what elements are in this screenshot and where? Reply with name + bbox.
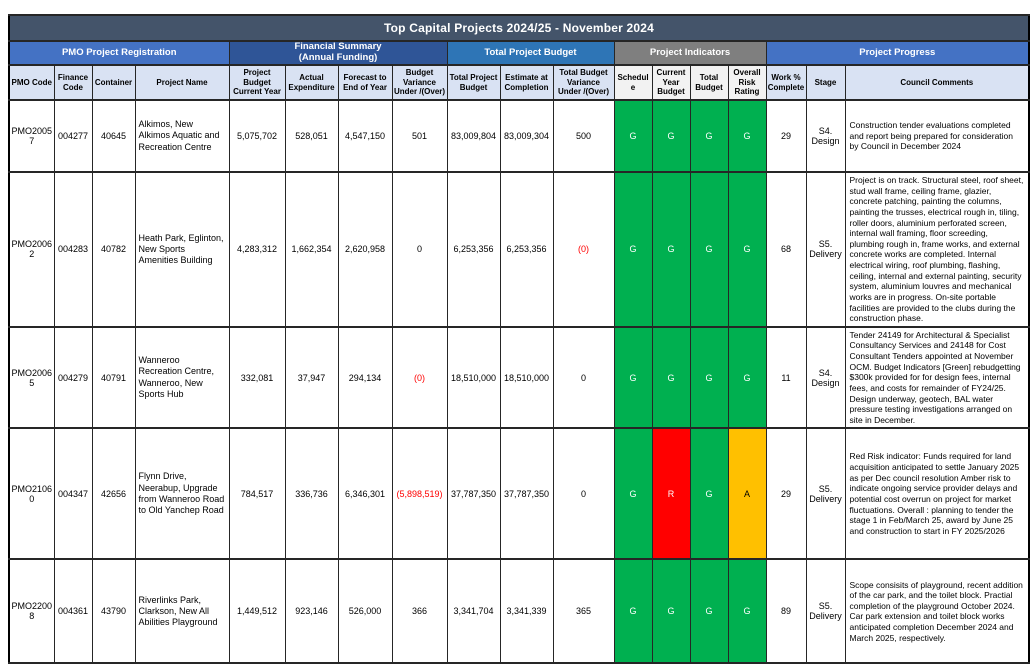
project-name-cell: Wanneroo Recreation Centre, Wanneroo, New Sports Hub xyxy=(135,327,229,429)
indicator-cell: G xyxy=(614,428,652,559)
capital-projects-report xyxy=(8,14,1030,664)
col-header-work-pct-complete: Work % Complete xyxy=(766,65,806,100)
report-title: Top Capital Projects 2024/25 - November 2024 xyxy=(9,15,1029,41)
budget-variance-cell: 501 xyxy=(392,100,447,172)
group-label: Project Indicators xyxy=(649,46,731,58)
indicator-cell: G xyxy=(652,100,690,172)
indicator-cell: G xyxy=(614,559,652,663)
column-header-row xyxy=(9,65,1029,100)
council-comments-cell: Scope consisits of playground, recent addition of the car park, and the toilet block. Practial completion of the playground October 2024. Car park extension and toilet block works anticipated completion December 2024 and March 2025, respectively. xyxy=(845,559,1029,663)
actual-expenditure-cell: 37,947 xyxy=(285,327,338,429)
budget-variance-cell: (5,898,519) xyxy=(392,428,447,559)
col-header-estimate-at-completion: Estimate at Completion xyxy=(500,65,553,100)
indicator-cell: G xyxy=(690,559,728,663)
container-cell: 43790 xyxy=(92,559,135,663)
actual-expenditure-cell: 528,051 xyxy=(285,100,338,172)
project-name-cell: Riverlinks Park, Clarkson, New All Abilities Playground xyxy=(135,559,229,663)
table-row xyxy=(9,100,1029,172)
indicator-cell: G xyxy=(690,428,728,559)
work-pct-cell: 11 xyxy=(766,327,806,429)
container-cell: 40645 xyxy=(92,100,135,172)
finance-code-cell: 004347 xyxy=(54,428,92,559)
table-row xyxy=(9,172,1029,327)
estimate-at-completion-cell: 37,787,350 xyxy=(500,428,553,559)
total-budget-variance-cell: 0 xyxy=(553,327,614,429)
col-header-stage: Stage xyxy=(806,65,845,100)
group-label: Total Project Budget xyxy=(484,46,577,58)
budget-current-year-cell: 784,517 xyxy=(229,428,285,559)
col-header-overall-risk-rating: Overall Risk Rating xyxy=(728,65,766,100)
col-header-total-budget: Total Budget xyxy=(690,65,728,100)
table-row xyxy=(9,428,1029,559)
col-header-total-project-budget: Total Project Budget xyxy=(447,65,500,100)
pmo-code-cell: PMO22008 xyxy=(9,559,54,663)
project-name-cell: Flynn Drive, Neerabup, Upgrade from Wanneroo Road to Old Yanchep Road xyxy=(135,428,229,559)
col-header-current-year-budget: Current Year Budget xyxy=(652,65,690,100)
indicator-cell: G xyxy=(728,100,766,172)
col-header-total-budget-variance: Total Budget Variance Under /(Over) xyxy=(553,65,614,100)
budget-variance-cell: 0 xyxy=(392,172,447,327)
indicator-cell: G xyxy=(690,172,728,327)
group-header-pmo-registration xyxy=(9,41,229,65)
group-label: Project Progress xyxy=(859,46,936,58)
actual-expenditure-cell: 336,736 xyxy=(285,428,338,559)
actual-expenditure-cell: 923,146 xyxy=(285,559,338,663)
group-label: Financial Summary xyxy=(294,41,382,53)
council-comments-cell: Red Risk indicator: Funds required for land acquisition anticipated to settle January 2025 as per Dec council resolution Amber risk to indicate ongoing service provider delays and potential cost overrun on project for market fluctuations. Overall : planning to tender the stage 1 in Feb/March 25, award by June 25 and construction to start in FY 2025/2026 xyxy=(845,428,1029,559)
indicator-cell: G xyxy=(728,172,766,327)
container-cell: 40791 xyxy=(92,327,135,429)
forecast-eoy-cell: 6,346,301 xyxy=(338,428,392,559)
col-header-container: Container xyxy=(92,65,135,100)
group-sublabel: (Annual Funding) xyxy=(298,52,378,63)
stage-cell: S4. Design xyxy=(806,327,845,429)
group-label: PMO Project Registration xyxy=(61,46,177,58)
indicator-cell: G xyxy=(652,559,690,663)
work-pct-cell: 68 xyxy=(766,172,806,327)
forecast-eoy-cell: 294,134 xyxy=(338,327,392,429)
col-header-project-name: Project Name xyxy=(135,65,229,100)
indicator-cell: R xyxy=(652,428,690,559)
finance-code-cell: 004361 xyxy=(54,559,92,663)
indicator-cell: G xyxy=(652,172,690,327)
estimate-at-completion-cell: 83,009,304 xyxy=(500,100,553,172)
total-budget-variance-cell: 500 xyxy=(553,100,614,172)
col-header-council-comments: Council Comments xyxy=(845,65,1029,100)
indicator-cell: G xyxy=(728,559,766,663)
col-header-actual-expenditure: Actual Expenditure xyxy=(285,65,338,100)
stage-cell: S5. Delivery xyxy=(806,428,845,559)
estimate-at-completion-cell: 6,253,356 xyxy=(500,172,553,327)
estimate-at-completion-cell: 3,341,339 xyxy=(500,559,553,663)
total-budget-variance-cell: 0 xyxy=(553,428,614,559)
total-project-budget-cell: 3,341,704 xyxy=(447,559,500,663)
budget-current-year-cell: 4,283,312 xyxy=(229,172,285,327)
budget-current-year-cell: 1,449,512 xyxy=(229,559,285,663)
indicator-cell: G xyxy=(652,327,690,429)
group-header-project-progress xyxy=(766,41,1029,65)
indicator-cell: A xyxy=(728,428,766,559)
table-row xyxy=(9,327,1029,429)
project-name-cell: Alkimos, New Alkimos Aquatic and Recreation Centre xyxy=(135,100,229,172)
forecast-eoy-cell: 4,547,150 xyxy=(338,100,392,172)
total-project-budget-cell: 6,253,356 xyxy=(447,172,500,327)
budget-variance-cell: 366 xyxy=(392,559,447,663)
pmo-code-cell: PMO21060 xyxy=(9,428,54,559)
total-budget-variance-cell: (0) xyxy=(553,172,614,327)
total-project-budget-cell: 18,510,000 xyxy=(447,327,500,429)
stage-cell: S4. Design xyxy=(806,100,845,172)
projects-table xyxy=(8,14,1030,664)
council-comments-cell: Construction tender evaluations completed and report being prepared for consideration by Council in December 2024 xyxy=(845,100,1029,172)
title-row xyxy=(9,15,1029,41)
indicator-cell: G xyxy=(614,327,652,429)
council-comments-cell: Project is on track. Structural steel, roof sheet, stud wall frame, ceiling frame, glazier, concrete patching, painting the columns, painting the trusses, electrical rough in, tiling, roller doors, aluminium perforated screen, internal wall framing, floor screeding, plumbing rough in, frame works, and external concrete works are completed. Internal electrical wiring, roof plumbing, flashing, ceiling, internal and external painting, security system, aluminium louvres and mechanical works are in progress. On-site portable facilities are provided to the clubs during the construction phase. xyxy=(845,172,1029,327)
indicator-cell: G xyxy=(690,100,728,172)
total-budget-variance-cell: 365 xyxy=(553,559,614,663)
col-header-schedule: Schedule xyxy=(614,65,652,100)
group-header-financial-summary xyxy=(229,41,447,65)
work-pct-cell: 29 xyxy=(766,100,806,172)
col-header-pmo-code: PMO Code xyxy=(9,65,54,100)
actual-expenditure-cell: 1,662,354 xyxy=(285,172,338,327)
indicator-cell: G xyxy=(690,327,728,429)
pmo-code-cell: PMO20065 xyxy=(9,327,54,429)
col-header-finance-code: Finance Code xyxy=(54,65,92,100)
group-header-total-project-budget xyxy=(447,41,614,65)
stage-cell: S5. Delivery xyxy=(806,559,845,663)
container-cell: 42656 xyxy=(92,428,135,559)
indicator-cell: G xyxy=(614,172,652,327)
col-header-budget-variance: Budget Variance Under /(Over) xyxy=(392,65,447,100)
estimate-at-completion-cell: 18,510,000 xyxy=(500,327,553,429)
col-header-budget-current-year: Project Budget Current Year xyxy=(229,65,285,100)
forecast-eoy-cell: 2,620,958 xyxy=(338,172,392,327)
budget-current-year-cell: 332,081 xyxy=(229,327,285,429)
table-row xyxy=(9,559,1029,663)
budget-variance-cell: (0) xyxy=(392,327,447,429)
container-cell: 40782 xyxy=(92,172,135,327)
work-pct-cell: 29 xyxy=(766,428,806,559)
finance-code-cell: 004277 xyxy=(54,100,92,172)
col-header-forecast-eoy: Forecast to End of Year xyxy=(338,65,392,100)
total-project-budget-cell: 37,787,350 xyxy=(447,428,500,559)
council-comments-cell: Tender 24149 for Architectural & Specialist Consultancy Services and 24148 for Cost Consultant Tenders appointed at November OCM. Budget Indicators [Green] rebudgetting $300k provided for for design fees, internal fees, and costs for remainder of FY24/25. Design underway, geotech, BAL water pressure testing investigations arranged on site in December. xyxy=(845,327,1029,429)
stage-cell: S5. Delivery xyxy=(806,172,845,327)
pmo-code-cell: PMO20062 xyxy=(9,172,54,327)
group-header-project-indicators xyxy=(614,41,766,65)
indicator-cell: G xyxy=(728,327,766,429)
project-name-cell: Heath Park, Eglinton, New Sports Amenities Building xyxy=(135,172,229,327)
forecast-eoy-cell: 526,000 xyxy=(338,559,392,663)
work-pct-cell: 89 xyxy=(766,559,806,663)
finance-code-cell: 004279 xyxy=(54,327,92,429)
indicator-cell: G xyxy=(614,100,652,172)
pmo-code-cell: PMO20057 xyxy=(9,100,54,172)
budget-current-year-cell: 5,075,702 xyxy=(229,100,285,172)
total-project-budget-cell: 83,009,804 xyxy=(447,100,500,172)
group-header-row xyxy=(9,41,1029,65)
finance-code-cell: 004283 xyxy=(54,172,92,327)
